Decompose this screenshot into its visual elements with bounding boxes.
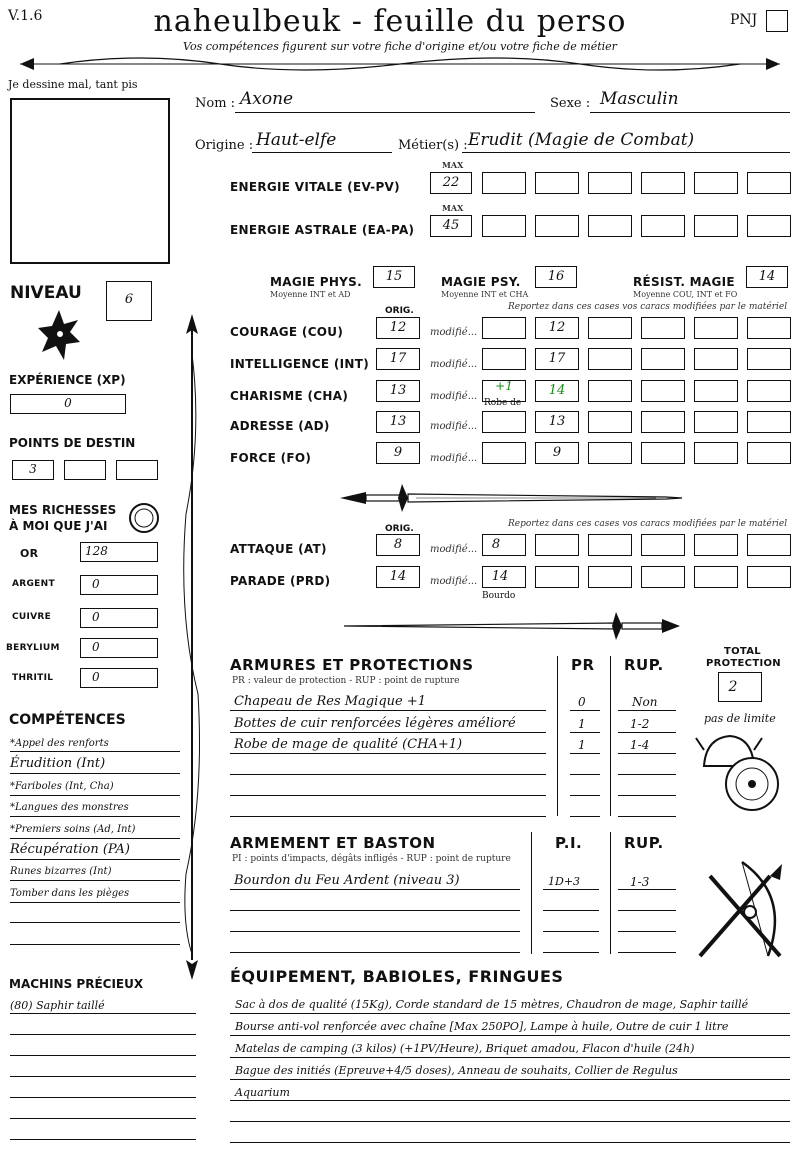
ev-max-label: MAX	[442, 160, 464, 170]
attaque-orig-value: 8	[393, 537, 403, 552]
equipement-line[interactable]: Matelas de camping (3 kilos) (+1PV/Heure), Briquet amadou, Flacon d'huile (24h)	[235, 1042, 695, 1055]
sword-icon	[340, 606, 684, 646]
combat-orig-label: ORIG.	[385, 524, 414, 534]
stat-mod-value-cha: +1	[495, 379, 513, 393]
ev-box[interactable]	[641, 172, 685, 194]
or-value: 128	[85, 544, 108, 558]
magie-psy-label: MAGIE PSY.	[441, 275, 521, 289]
competence-item[interactable]: *Langues des monstres	[10, 802, 129, 813]
portrait-caption: Je dessine mal, tant pis	[8, 78, 138, 91]
competence-item[interactable]: *Fariboles (Int, Cha)	[10, 781, 114, 792]
armement-note: PI : points d'impacts, dégâts infligés - RUP : point de rupture	[232, 854, 511, 864]
ev-box[interactable]	[747, 172, 791, 194]
cuivre-label: CUIVRE	[12, 612, 52, 622]
modifie-label: modifié...	[430, 327, 478, 338]
ev-box[interactable]	[694, 172, 738, 194]
armement-col-pi: P.I.	[555, 834, 583, 852]
attaque-label: ATTAQUE (AT)	[230, 542, 327, 556]
ea-max-label: MAX	[442, 203, 464, 213]
parade-orig-value: 14	[389, 569, 407, 584]
armures-col-divider	[557, 656, 558, 816]
armure-name[interactable]: Chapeau de Res Magique +1	[234, 694, 426, 709]
stat-mod-int[interactable]	[482, 348, 526, 370]
stat-cur-value-cou: 12	[548, 320, 566, 335]
sword-icon	[336, 478, 686, 518]
equipement-line[interactable]: Aquarium	[235, 1086, 290, 1099]
magie-phys-note: Moyenne INT et AD	[270, 290, 351, 299]
cuivre-value: 0	[92, 610, 100, 624]
equipement-line[interactable]: Bourse anti-vol renforcée avec chaîne [Max 250PO], Lampe à huile, Outre de cuir 1 litre	[235, 1020, 729, 1033]
thritil-label: THRITIL	[12, 673, 54, 683]
destin-box[interactable]	[64, 460, 106, 480]
stat-box[interactable]	[641, 348, 685, 370]
magie-psy-note: Moyenne INT et CHA	[441, 290, 529, 299]
competence-item[interactable]: *Appel des renforts	[10, 738, 109, 749]
stat-cur-value-ad: 13	[548, 414, 566, 429]
pnj-checkbox[interactable]	[766, 10, 788, 32]
stat-box[interactable]	[588, 411, 632, 433]
armure-rup[interactable]: Non	[632, 695, 658, 709]
armure-rup[interactable]: 1-2	[630, 717, 650, 731]
modifie-label: modifié...	[430, 421, 478, 432]
armement-col-rup: RUP.	[624, 834, 664, 852]
stat-mod-fo[interactable]	[482, 442, 526, 464]
combat-box[interactable]	[747, 566, 791, 588]
stat-box[interactable]	[588, 317, 632, 339]
stat-label-ad: ADRESSE (AD)	[230, 419, 330, 433]
armement-col-divider	[531, 832, 532, 954]
stat-orig-value-int: 17	[389, 351, 407, 366]
combat-box[interactable]	[588, 566, 632, 588]
ev-label: ENERGIE VITALE (EV-PV)	[230, 180, 400, 194]
stat-box[interactable]	[641, 411, 685, 433]
stat-box[interactable]	[641, 317, 685, 339]
stat-box[interactable]	[641, 380, 685, 402]
richesses-label: MES RICHESSES	[9, 503, 117, 517]
armure-name[interactable]: Bottes de cuir renforcées légères amélioré	[234, 716, 516, 731]
armure-pr[interactable]: 1	[578, 717, 586, 731]
orig-label: ORIG.	[385, 306, 414, 316]
destin-label: POINTS DE DESTIN	[9, 436, 136, 450]
resist-magie-label: RÉSIST. MAGIE	[633, 275, 735, 289]
sexe-label: Sexe :	[550, 96, 591, 111]
armures-title: ARMURES ET PROTECTIONS	[230, 656, 474, 674]
helmet-shield-icon	[694, 726, 784, 816]
armure-pr[interactable]: 0	[578, 695, 586, 709]
combat-box[interactable]	[747, 534, 791, 556]
combat-box[interactable]	[535, 566, 579, 588]
niveau-value: 6	[124, 292, 134, 307]
stat-orig-value-cha: 13	[389, 383, 407, 398]
armures-col-divider	[610, 656, 611, 816]
richesses-label-2: À MOI QUE J'AI	[9, 519, 108, 533]
ea-box[interactable]	[535, 215, 579, 237]
origine-label: Origine :	[195, 138, 254, 153]
modifie-label: modifié...	[430, 544, 478, 555]
competence-item[interactable]: Érudition (Int)	[10, 756, 106, 771]
xp-value: 0	[64, 396, 72, 410]
stat-cur-value-cha: 14	[548, 383, 566, 398]
destin-value: 3	[29, 462, 37, 476]
attaque-cur-value: 8	[491, 537, 501, 552]
stat-mod-cou[interactable]	[482, 317, 526, 339]
stat-label-int: INTELLIGENCE (INT)	[230, 357, 369, 371]
stat-mod-ad[interactable]	[482, 411, 526, 433]
stat-cur-value-fo: 9	[552, 445, 562, 460]
competences-title: COMPÉTENCES	[9, 712, 126, 728]
stat-orig-value-fo: 9	[393, 445, 403, 460]
combat-box[interactable]	[641, 534, 685, 556]
weapons-icon	[690, 856, 794, 966]
stat-box[interactable]	[588, 380, 632, 402]
sheet-title: naheulbeuk - feuille du perso	[153, 4, 627, 39]
argent-value: 0	[92, 577, 100, 591]
armures-note: PR : valeur de protection - RUP : point de rupture	[232, 676, 460, 686]
combat-report-note: Reportez dans ces cases vos caracs modifiées par le matériel	[508, 519, 788, 529]
ev-box[interactable]	[482, 172, 526, 194]
stat-box[interactable]	[747, 348, 791, 370]
ea-box[interactable]	[694, 215, 738, 237]
stat-box[interactable]	[747, 380, 791, 402]
combat-box[interactable]	[535, 534, 579, 556]
ev-box[interactable]	[535, 172, 579, 194]
ea-box[interactable]	[641, 215, 685, 237]
argent-label: ARGENT	[12, 579, 55, 589]
destin-box[interactable]	[116, 460, 158, 480]
report-note: Reportez dans ces cases vos caracs modifiées par le matériel	[508, 302, 788, 312]
origine-value[interactable]: Haut-elfe	[256, 130, 337, 150]
sexe-value[interactable]: Masculin	[600, 89, 679, 109]
or-label: OR	[20, 547, 39, 560]
total-protection-value: 2	[728, 679, 738, 695]
ornament-divider	[20, 52, 780, 76]
stat-mod-note-cha: Robe de	[484, 398, 522, 408]
resist-magie-note: Moyenne COU, INT et FO	[633, 290, 738, 299]
berylium-label: BERYLIUM	[6, 643, 60, 653]
thritil-value: 0	[92, 670, 100, 684]
arme-name[interactable]: Bourdon du Feu Ardent (niveau 3)	[234, 873, 460, 888]
resist-magie-value: 14	[758, 269, 776, 284]
stat-box[interactable]	[694, 317, 738, 339]
niveau-label: NIVEAU	[10, 283, 82, 303]
stat-label-cou: COURAGE (COU)	[230, 325, 344, 339]
stat-box[interactable]	[694, 348, 738, 370]
equipement-line[interactable]: Bague des initiés (Epreuve+4/5 doses), Anneau de souhaits, Collier de Regulus	[235, 1064, 678, 1077]
coin-icon	[128, 502, 160, 534]
armures-col-pr: PR	[571, 656, 595, 674]
modifie-label: modifié...	[430, 576, 478, 587]
stat-box[interactable]	[747, 317, 791, 339]
stat-box[interactable]	[588, 442, 632, 464]
combat-box[interactable]	[641, 566, 685, 588]
stat-box[interactable]	[747, 442, 791, 464]
modifie-label: modifié...	[430, 359, 478, 370]
competence-item[interactable]: Récupération (PA)	[10, 842, 130, 857]
total-protection-note: pas de limite	[704, 712, 776, 725]
armure-rup[interactable]: 1-4	[630, 738, 650, 752]
metier-value[interactable]: Erudit (Magie de Combat)	[468, 130, 695, 150]
stat-box[interactable]	[747, 411, 791, 433]
staff-icon	[180, 314, 204, 980]
combat-box[interactable]	[588, 534, 632, 556]
stat-label-cha: CHARISME (CHA)	[230, 389, 349, 403]
stat-box[interactable]	[694, 411, 738, 433]
ea-label: ENERGIE ASTRALE (EA-PA)	[230, 223, 415, 237]
xp-label: EXPÉRIENCE (XP)	[9, 373, 126, 387]
parade-note: Bourdo	[482, 591, 516, 601]
combat-box[interactable]	[694, 566, 738, 588]
modifie-label: modifié...	[430, 391, 478, 402]
pnj-label: PNJ	[730, 12, 758, 28]
equipement-line[interactable]: Sac à dos de qualité (15Kg), Corde standard de 15 mètres, Chaudron de mage, Saphir taillé	[235, 998, 749, 1011]
armement-col-divider	[610, 832, 611, 954]
armure-name[interactable]: Robe de mage de qualité (CHA+1)	[234, 737, 463, 752]
combat-box[interactable]	[694, 534, 738, 556]
ea-max-value: 45	[442, 218, 460, 233]
stat-box[interactable]	[694, 380, 738, 402]
dragon-icon	[34, 306, 84, 364]
version-label: V.1.6	[8, 8, 43, 24]
modifie-label: modifié...	[430, 453, 478, 464]
stat-label-fo: FORCE (FO)	[230, 451, 312, 465]
armures-col-rup: RUP.	[624, 656, 664, 674]
arme-rup[interactable]: 1-3	[630, 875, 650, 889]
stat-orig-value-ad: 13	[389, 414, 407, 429]
machin-precieux-item[interactable]: (80) Saphir taillé	[10, 999, 105, 1012]
magie-phys-label: MAGIE PHYS.	[270, 275, 362, 289]
ea-box[interactable]	[747, 215, 791, 237]
nom-value[interactable]: Axone	[240, 89, 294, 109]
parade-cur-value: 14	[491, 569, 509, 584]
armure-pr[interactable]: 1	[578, 738, 586, 752]
magie-psy-value: 16	[547, 269, 565, 284]
arme-pi[interactable]: 1D+3	[548, 875, 581, 888]
portrait-frame[interactable]	[10, 98, 170, 264]
ev-box[interactable]	[588, 172, 632, 194]
stat-orig-value-cou: 12	[389, 320, 407, 335]
competence-item[interactable]: Runes bizarres (Int)	[10, 866, 112, 877]
stat-cur-value-int: 17	[548, 351, 566, 366]
stat-box[interactable]	[588, 348, 632, 370]
berylium-value: 0	[92, 640, 100, 654]
ea-box[interactable]	[482, 215, 526, 237]
parade-label: PARADE (PRD)	[230, 574, 331, 588]
ea-box[interactable]	[588, 215, 632, 237]
magie-phys-value: 15	[385, 269, 403, 284]
competence-item[interactable]: Tomber dans les pièges	[10, 888, 130, 899]
sheet-subtitle: Vos compétences figurent sur votre fiche d'origine et/ou votre fiche de métier	[183, 40, 617, 53]
total-protection-label-2: PROTECTION	[706, 658, 781, 669]
stat-box[interactable]	[694, 442, 738, 464]
nom-label: Nom :	[195, 96, 236, 111]
total-protection-label: TOTAL	[724, 646, 761, 657]
equipement-title: ÉQUIPEMENT, BABIOLES, FRINGUES	[230, 967, 564, 986]
metier-label: Métier(s) :	[398, 138, 468, 153]
machins-precieux-title: MACHINS PRÉCIEUX	[9, 977, 144, 991]
competence-item[interactable]: *Premiers soins (Ad, Int)	[10, 824, 136, 835]
armement-title: ARMEMENT ET BASTON	[230, 834, 436, 852]
stat-box[interactable]	[641, 442, 685, 464]
ev-max-value: 22	[442, 175, 460, 190]
